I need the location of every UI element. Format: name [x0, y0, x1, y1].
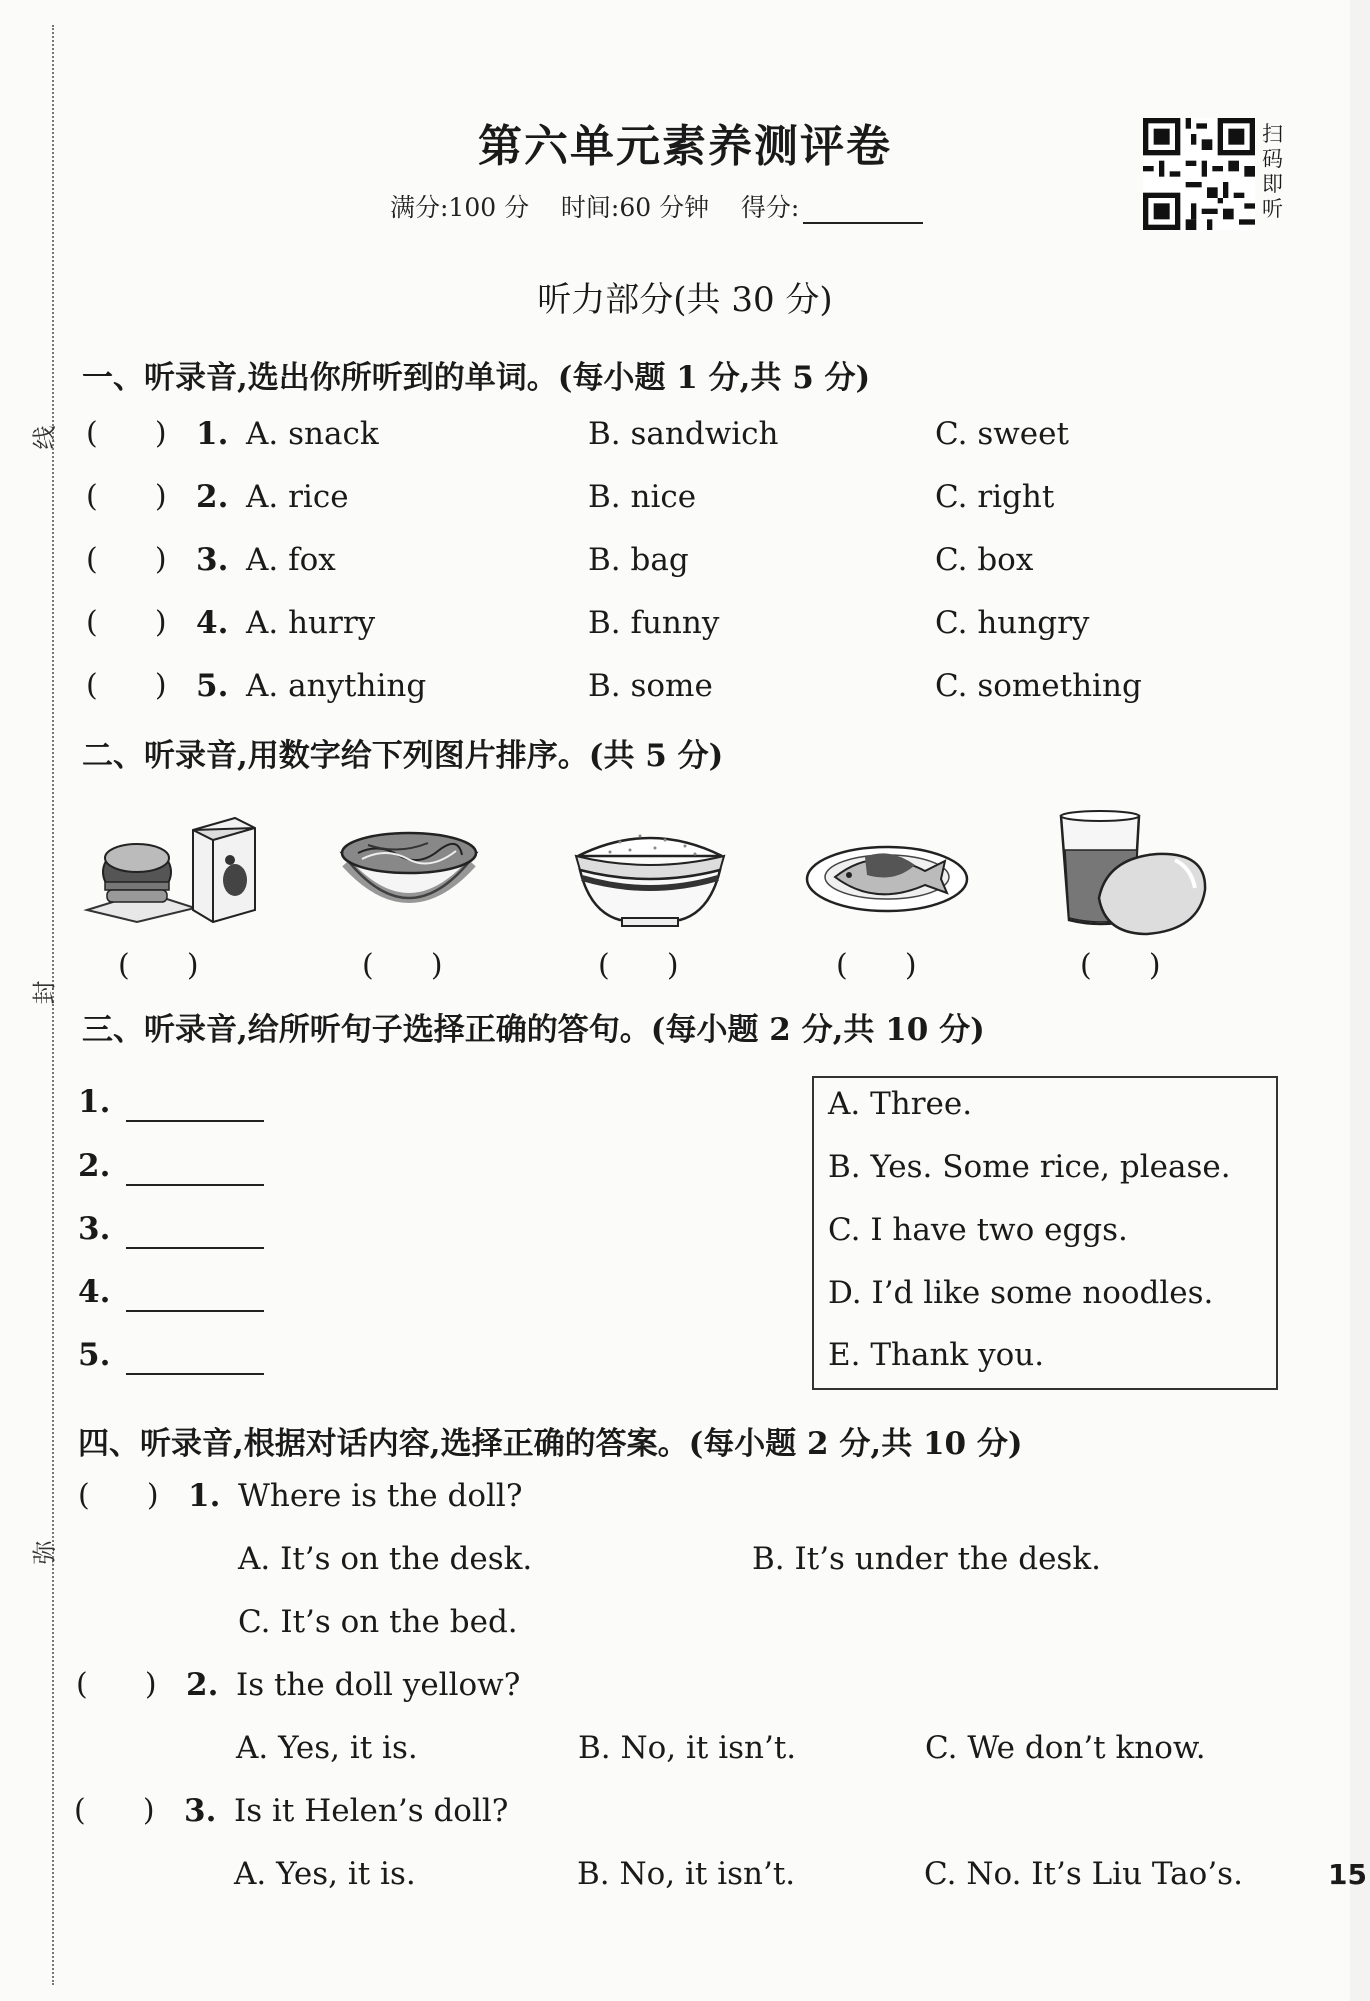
option-a[interactable]: A. hurry [246, 605, 376, 641]
answer-bracket[interactable]: ( ) [78, 1478, 159, 1513]
question-text: Is it Helen’s doll? [234, 1793, 509, 1829]
question-text: Is the doll yellow? [236, 1667, 521, 1703]
margin-char-mi: 弥 [30, 1540, 59, 1565]
option-a[interactable]: A. Yes, it is. [236, 1730, 418, 1766]
exam-time: 时间:60 分钟 [560, 193, 710, 222]
section1-heading: 一、听录音,选出你所听到的单词。(每小题 1 分,共 5 分) [82, 360, 871, 396]
score-blank[interactable] [803, 200, 923, 224]
hamburger-and-milk-image [85, 800, 260, 925]
option-b[interactable]: B. sandwich [588, 416, 779, 452]
answer-option: E. Thank you. [828, 1337, 1045, 1373]
answer-bracket[interactable]: ( ) [74, 1793, 155, 1828]
option-b[interactable]: B. It’s under the desk. [752, 1541, 1101, 1577]
answer-number: 5. [78, 1337, 111, 1373]
answer-line[interactable] [126, 1184, 264, 1186]
answer-number: 1. [78, 1084, 111, 1120]
page-number: 15 [1328, 1858, 1367, 1891]
answer-line[interactable] [126, 1120, 264, 1122]
order-bracket[interactable]: ( ) [118, 948, 199, 983]
answer-option: A. Three. [828, 1086, 973, 1122]
order-bracket[interactable]: ( ) [362, 948, 443, 983]
question-number: 4. [196, 605, 229, 641]
page-title: 第六单元素养测评卷 [478, 121, 892, 172]
question-number: 5. [196, 668, 229, 704]
fish-plate-image [805, 835, 970, 915]
option-c[interactable]: C. sweet [935, 416, 1069, 452]
question-number: 3. [196, 542, 229, 578]
option-b[interactable]: B. nice [588, 479, 697, 515]
exam-info [390, 188, 923, 224]
option-c[interactable]: C. something [935, 668, 1142, 704]
option-b[interactable]: B. funny [588, 605, 720, 641]
option-a[interactable]: A. anything [246, 668, 427, 704]
margin-char-feng: 封 [30, 980, 59, 1005]
answer-number: 4. [78, 1274, 111, 1310]
answer-bracket[interactable]: ( ) [86, 416, 167, 451]
option-a[interactable]: A. rice [246, 479, 349, 515]
option-c[interactable]: C. No. It’s Liu Tao’s. [924, 1856, 1243, 1892]
question-number: 1. [196, 416, 229, 452]
option-a[interactable]: A. It’s on the desk. [238, 1541, 533, 1577]
option-c[interactable]: C. hungry [935, 605, 1090, 641]
full-score: 满分:100 分 [390, 193, 530, 222]
option-c[interactable]: C. It’s on the bed. [238, 1604, 518, 1640]
juice-and-mango-image [1057, 808, 1207, 938]
answer-line[interactable] [126, 1373, 264, 1375]
order-bracket[interactable]: ( ) [836, 948, 917, 983]
option-b[interactable]: B. bag [588, 542, 689, 578]
option-c[interactable]: C. box [935, 542, 1034, 578]
score-label: 得分: [740, 193, 800, 222]
option-a[interactable]: A. snack [246, 416, 379, 452]
scan-to-listen-label: 扫码即听 [1262, 122, 1283, 221]
question-number: 2. [196, 479, 229, 515]
section2-heading: 二、听录音,用数字给下列图片排序。(共 5 分) [82, 738, 724, 774]
option-a[interactable]: A. Yes, it is. [234, 1856, 416, 1892]
question-text: Where is the doll? [238, 1478, 523, 1514]
answer-bracket[interactable]: ( ) [86, 479, 167, 514]
option-b[interactable]: B. No, it isn’t. [578, 1730, 797, 1766]
answer-bracket[interactable]: ( ) [86, 668, 167, 703]
option-c[interactable]: C. We don’t know. [925, 1730, 1206, 1766]
order-bracket[interactable]: ( ) [1080, 948, 1161, 983]
answer-bracket[interactable]: ( ) [86, 542, 167, 577]
question-number: 2. [186, 1667, 219, 1703]
margin-char-xian: 线 [30, 425, 59, 450]
qr-code-icon[interactable] [1143, 118, 1255, 230]
answer-options-box [812, 1076, 1278, 1390]
answer-line[interactable] [126, 1310, 264, 1312]
answer-option: C. I have two eggs. [828, 1212, 1128, 1248]
option-c[interactable]: C. right [935, 479, 1055, 515]
question-number: 1. [188, 1478, 221, 1514]
rice-bowl-image [570, 812, 730, 930]
question-number: 3. [184, 1793, 217, 1829]
answer-bracket[interactable]: ( ) [76, 1667, 157, 1702]
order-bracket[interactable]: ( ) [598, 948, 679, 983]
option-b[interactable]: B. No, it isn’t. [577, 1856, 796, 1892]
answer-number: 3. [78, 1211, 111, 1247]
answer-option: B. Yes. Some rice, please. [828, 1149, 1231, 1185]
listening-part-title: 听力部分(共 30 分) [537, 280, 833, 320]
answer-option: D. I’d like some noodles. [828, 1275, 1214, 1311]
answer-number: 2. [78, 1148, 111, 1184]
option-a[interactable]: A. fox [246, 542, 336, 578]
section3-heading: 三、听录音,给所听句子选择正确的答句。(每小题 2 分,共 10 分) [82, 1012, 985, 1048]
answer-bracket[interactable]: ( ) [86, 605, 167, 640]
answer-line[interactable] [126, 1247, 264, 1249]
noodles-bowl-image [338, 825, 480, 925]
section4-heading: 四、听录音,根据对话内容,选择正确的答案。(每小题 2 分,共 10 分) [78, 1426, 1023, 1462]
option-b[interactable]: B. some [588, 668, 713, 704]
